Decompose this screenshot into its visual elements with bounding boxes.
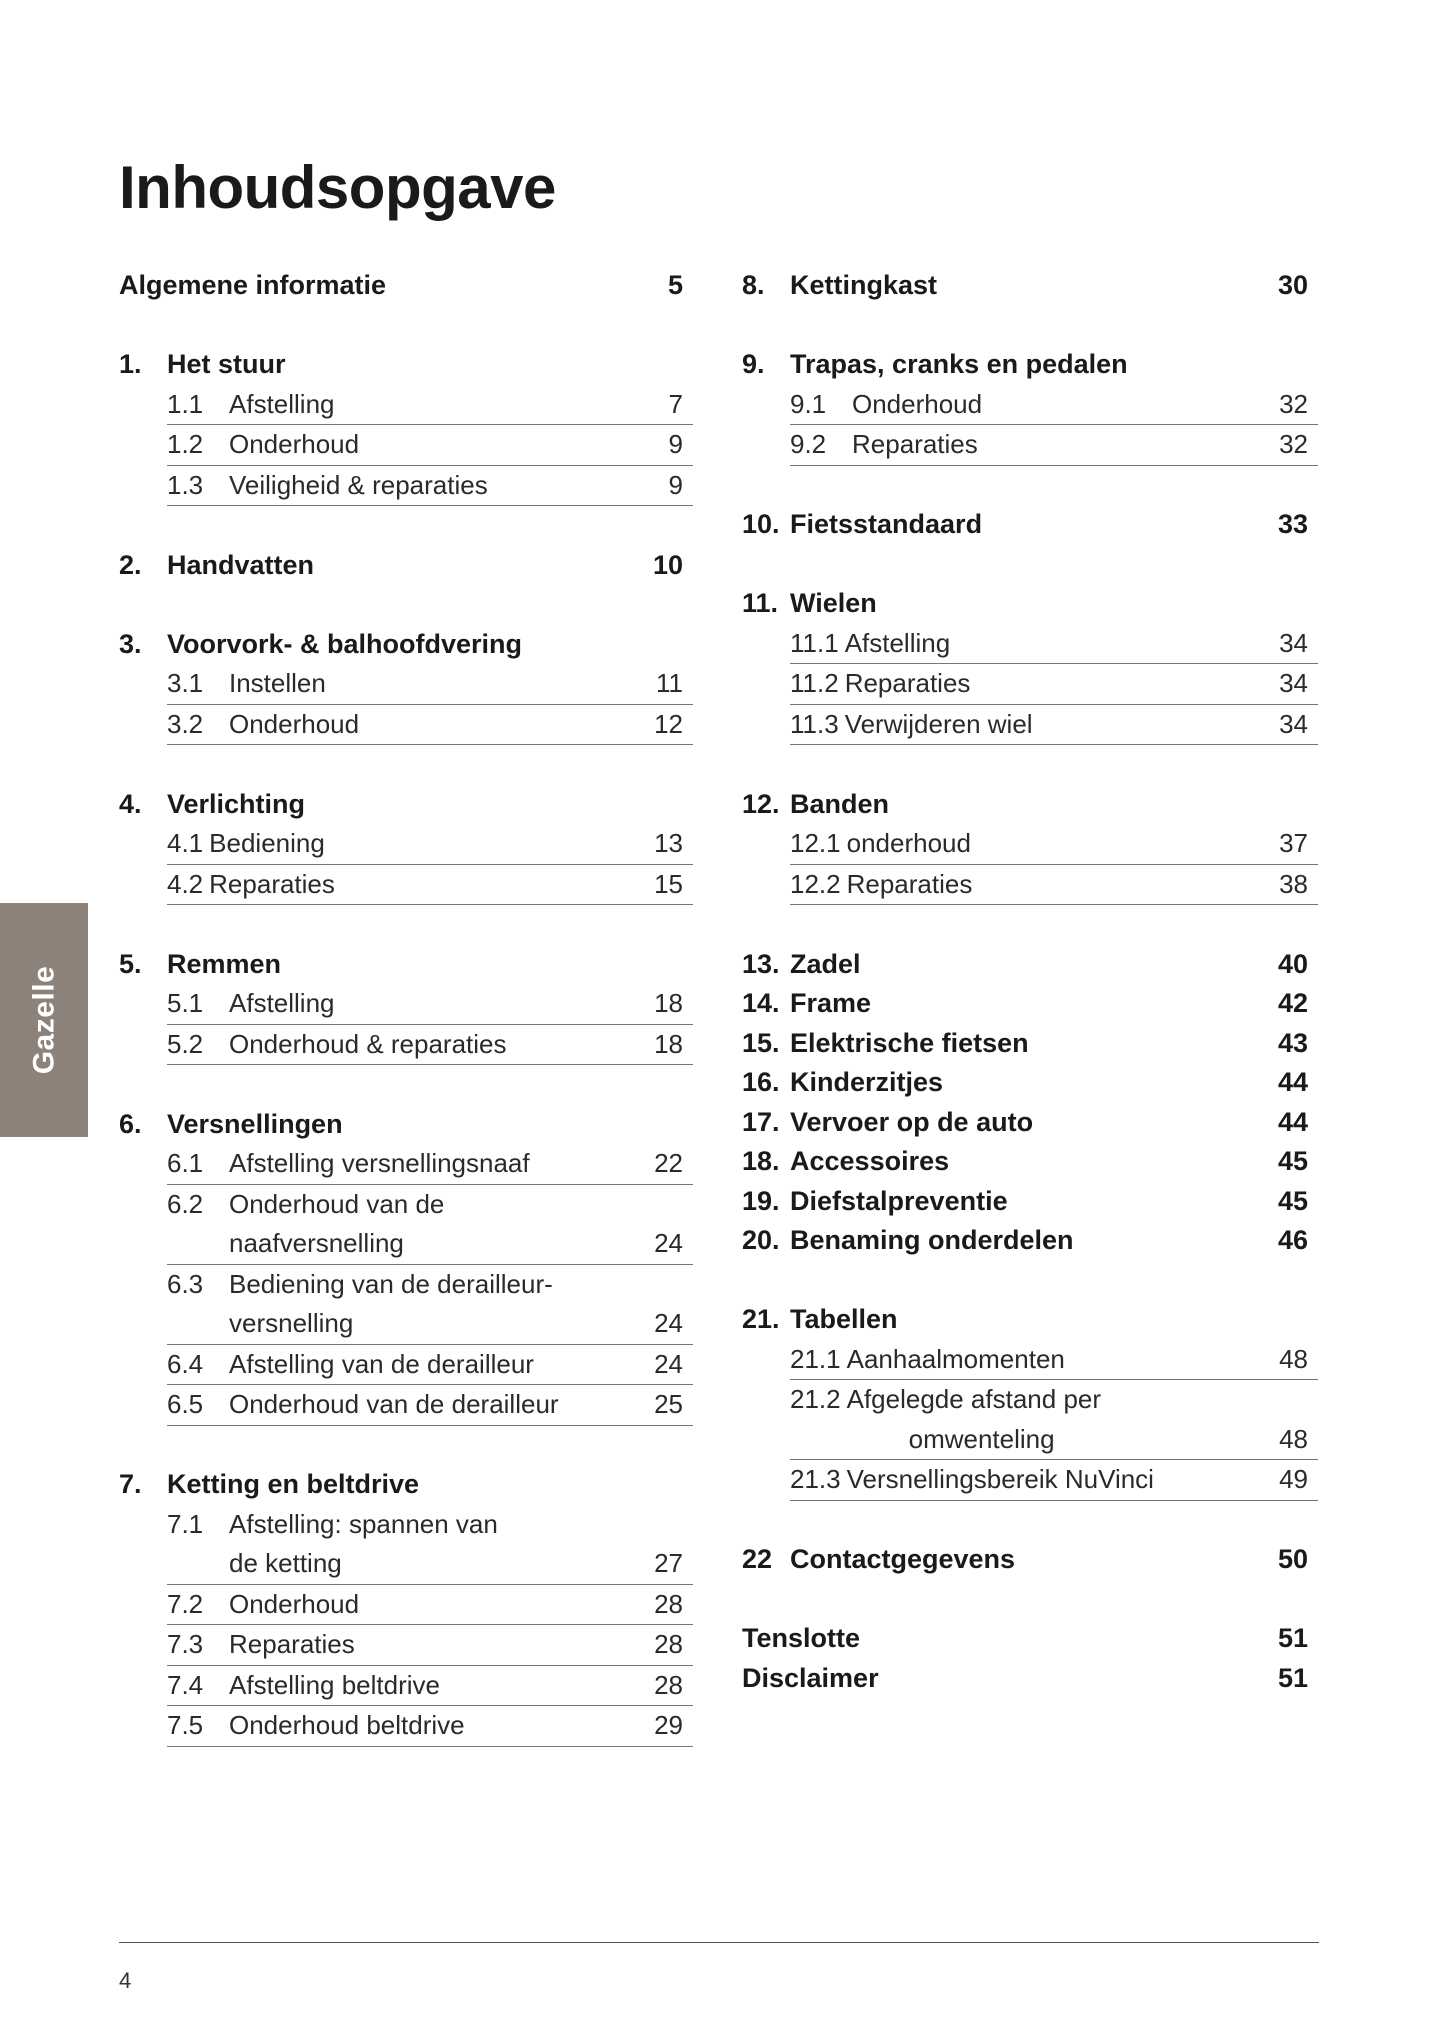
item-number: 4.1 xyxy=(167,828,204,858)
section-title: Diefstalpreventie xyxy=(790,1185,1008,1216)
section-title: Ketting en beltdrive xyxy=(167,1469,420,1499)
section-title: Het stuur xyxy=(167,349,286,379)
item-page: 25 xyxy=(654,1389,683,1419)
item-number: 6.5 xyxy=(167,1389,204,1419)
section-title: Remmen xyxy=(167,948,282,979)
item-title: Aanhaalmomenten xyxy=(846,1343,1065,1374)
section-title: Elektrische fietsen xyxy=(790,1027,1029,1058)
entry-page: 51 xyxy=(1277,1623,1308,1653)
toc-item-12-2[interactable] xyxy=(790,865,1318,906)
section-page: 50 xyxy=(1277,1544,1308,1574)
item-number: 11.3 xyxy=(790,708,839,739)
item-page: 32 xyxy=(1279,388,1308,419)
toc-item-7-2[interactable] xyxy=(167,1585,693,1626)
item-title: Onderhoud & reparaties xyxy=(229,1028,507,1059)
toc-section-15[interactable] xyxy=(742,1024,1318,1064)
item-page: 22 xyxy=(654,1148,683,1178)
item-title-line2: omwenteling xyxy=(908,1423,1055,1454)
section-number: 14. xyxy=(742,988,780,1018)
item-title-line2: de ketting xyxy=(229,1548,342,1578)
item-number: 1.2 xyxy=(167,429,204,459)
section-title: Kinderzitjes xyxy=(790,1067,944,1097)
item-page: 34 xyxy=(1279,668,1308,698)
page-title: Inhoudsopgave xyxy=(119,154,556,221)
toc-item-6-2[interactable] xyxy=(167,1185,693,1265)
toc-section-12[interactable] xyxy=(742,785,1318,825)
toc-section-20[interactable] xyxy=(742,1221,1318,1261)
page-number: 4 xyxy=(119,1968,132,1993)
section-page: 44 xyxy=(1277,1067,1308,1097)
item-number: 3.2 xyxy=(167,708,204,739)
toc-item-5-1[interactable] xyxy=(167,984,693,1025)
item-title: Veiligheid & reparaties xyxy=(229,469,488,500)
toc-item-9-1[interactable] xyxy=(790,385,1318,426)
section-page: 30 xyxy=(1277,270,1308,300)
item-number: 11.1 xyxy=(790,627,839,658)
item-number: 7.4 xyxy=(167,1669,204,1700)
item-title: Afstelling versnellingsnaaf xyxy=(229,1148,530,1178)
toc-section-7[interactable] xyxy=(119,1465,693,1505)
item-title: Afstelling xyxy=(229,988,335,1018)
entry-title: Disclaimer xyxy=(742,1662,879,1693)
item-number: 6.4 xyxy=(167,1348,204,1379)
item-title: Afstelling xyxy=(844,627,951,658)
item-title xyxy=(229,1185,623,1264)
section-title: Benaming onderdelen xyxy=(790,1225,1074,1255)
section-number: 15. xyxy=(742,1027,780,1058)
toc-left-column xyxy=(119,266,693,1747)
toc-right-column xyxy=(742,266,1318,1698)
item-page: 37 xyxy=(1279,828,1308,858)
toc-entry-general[interactable] xyxy=(119,266,693,306)
item-number: 7.2 xyxy=(167,1588,204,1619)
section-title: Kettingkast xyxy=(790,270,938,300)
item-title: Bediening xyxy=(209,828,325,858)
item-title: Instellen xyxy=(229,668,326,698)
item-page: 24 xyxy=(654,1228,683,1258)
item-title: Verwijderen wiel xyxy=(844,708,1033,739)
item-number: 21.2 xyxy=(790,1384,841,1414)
section-title: Contactgegevens xyxy=(790,1544,1016,1574)
section-page: 33 xyxy=(1277,509,1308,539)
item-page: 38 xyxy=(1279,868,1308,899)
section-page: 45 xyxy=(1277,1146,1308,1176)
item-title: Reparaties xyxy=(209,868,335,899)
section-number: 16. xyxy=(742,1067,780,1097)
item-title-line1: Afgelegde afstand per xyxy=(846,1384,1102,1414)
toc-item-9-2[interactable] xyxy=(790,425,1318,466)
item-title-line2: naafversnelling xyxy=(229,1228,404,1258)
section-number: 9. xyxy=(742,349,765,379)
item-page: 11 xyxy=(656,668,683,698)
section-page: 42 xyxy=(1277,988,1308,1018)
item-number: 21.3 xyxy=(790,1464,841,1494)
toc-item-21-2[interactable] xyxy=(790,1380,1318,1460)
toc-item-7-1[interactable] xyxy=(167,1505,693,1585)
section-number: 10. xyxy=(742,509,780,539)
toc-entry-tenslotte[interactable] xyxy=(742,1619,1318,1659)
item-title: Afstelling beltdrive xyxy=(229,1669,440,1700)
section-number: 22 xyxy=(742,1544,773,1574)
toc-item-6-3[interactable] xyxy=(167,1265,693,1345)
item-number: 5.1 xyxy=(167,988,204,1018)
item-title xyxy=(229,1265,623,1344)
toc-entry-page: 5 xyxy=(667,270,683,300)
toc-item-11-3[interactable] xyxy=(790,705,1318,746)
toc-item-3-1[interactable] xyxy=(167,664,693,705)
section-number: 19. xyxy=(742,1185,780,1216)
toc-section-6[interactable] xyxy=(119,1105,693,1145)
item-number: 7.1 xyxy=(167,1508,204,1539)
item-number: 1.3 xyxy=(167,469,204,500)
brand-label: Gazelle xyxy=(27,965,60,1075)
section-number: 13. xyxy=(742,948,780,979)
section-title: Frame xyxy=(790,988,872,1018)
toc-section-22[interactable] xyxy=(742,1540,1318,1580)
section-title: Vervoer op de auto xyxy=(790,1106,1034,1137)
item-number: 9.1 xyxy=(790,388,827,419)
entry-page: 51 xyxy=(1277,1662,1308,1693)
toc-section-1[interactable] xyxy=(119,345,693,385)
item-title-line1: Onderhoud van de xyxy=(229,1188,445,1219)
section-title: Accessoires xyxy=(790,1146,950,1176)
item-number: 3.1 xyxy=(167,668,204,698)
toc-item-7-5[interactable] xyxy=(167,1706,693,1747)
item-page: 34 xyxy=(1279,708,1308,739)
item-page: 24 xyxy=(654,1308,683,1338)
toc-section-21[interactable] xyxy=(742,1300,1318,1340)
item-page: 24 xyxy=(654,1348,683,1379)
item-page: 28 xyxy=(654,1629,683,1659)
item-page: 12 xyxy=(654,708,683,739)
section-page: 45 xyxy=(1277,1185,1308,1216)
brand-side-tab xyxy=(0,903,88,1137)
section-title: Voorvork- & balhoofdvering xyxy=(167,628,523,659)
item-title xyxy=(229,1505,623,1584)
item-page: 49 xyxy=(1279,1464,1308,1494)
section-number: 3. xyxy=(119,628,142,659)
toc-item-4-1[interactable] xyxy=(167,824,693,865)
item-page: 9 xyxy=(668,429,683,459)
item-title-line1: Bediening van de derailleur- xyxy=(229,1268,553,1299)
item-page: 29 xyxy=(654,1710,683,1740)
item-title: Reparaties xyxy=(844,668,971,698)
toc-section-4[interactable] xyxy=(119,785,693,825)
item-page: 15 xyxy=(654,868,683,899)
section-number: 17. xyxy=(742,1106,780,1137)
section-title: Versnellingen xyxy=(167,1108,343,1139)
section-page: 46 xyxy=(1277,1225,1308,1255)
section-title: Zadel xyxy=(790,948,861,979)
toc-item-7-4[interactable] xyxy=(167,1666,693,1707)
toc-item-6-5[interactable] xyxy=(167,1385,693,1426)
item-number: 21.1 xyxy=(790,1343,841,1374)
section-title: Handvatten xyxy=(167,549,315,580)
item-title: Afstelling van de derailleur xyxy=(229,1348,534,1379)
section-number: 1. xyxy=(119,349,142,379)
toc-section-14[interactable] xyxy=(742,984,1318,1024)
footer-divider xyxy=(119,1942,1319,1943)
item-number: 1.1 xyxy=(167,388,204,419)
toc-item-1-2[interactable] xyxy=(167,425,693,466)
toc-item-21-1[interactable] xyxy=(790,1340,1318,1381)
toc-section-2[interactable] xyxy=(119,546,693,586)
toc-item-3-2[interactable] xyxy=(167,705,693,746)
section-page: 10 xyxy=(652,549,683,580)
item-number: 4.2 xyxy=(167,868,204,899)
item-page: 48 xyxy=(1279,1423,1308,1454)
toc-section-16[interactable] xyxy=(742,1063,1318,1103)
section-number: 12. xyxy=(742,788,780,819)
section-number: 20. xyxy=(742,1225,780,1255)
toc-section-19[interactable] xyxy=(742,1182,1318,1222)
section-number: 5. xyxy=(119,948,142,979)
section-title: Banden xyxy=(790,788,890,819)
item-title: Onderhoud xyxy=(229,429,360,459)
item-page: 32 xyxy=(1279,429,1308,459)
toc-entry-disclaimer[interactable] xyxy=(742,1659,1318,1699)
item-number: 6.2 xyxy=(167,1188,204,1219)
section-title: Fietsstandaard xyxy=(790,509,983,539)
section-number: 11. xyxy=(742,588,779,618)
item-number: 12.1 xyxy=(790,828,841,858)
toc-section-10[interactable] xyxy=(742,505,1318,545)
item-page: 27 xyxy=(654,1548,683,1578)
item-page: 48 xyxy=(1279,1343,1308,1374)
toc-section-5[interactable] xyxy=(119,945,693,985)
item-number: 6.1 xyxy=(167,1148,204,1178)
item-title: Onderhoud xyxy=(229,708,360,739)
toc-section-8[interactable] xyxy=(742,266,1318,306)
section-title: Trapas, cranks en pedalen xyxy=(790,349,1128,379)
toc-entry-title: Algemene informatie xyxy=(119,270,387,300)
section-number: 4. xyxy=(119,788,142,819)
toc-item-11-1[interactable] xyxy=(790,624,1318,665)
section-number: 2. xyxy=(119,549,142,580)
item-page: 7 xyxy=(668,388,683,419)
item-number: 9.2 xyxy=(790,429,827,459)
toc-section-9[interactable] xyxy=(742,345,1318,385)
item-page: 9 xyxy=(668,469,683,500)
item-page: 18 xyxy=(654,988,683,1018)
toc-item-4-2[interactable] xyxy=(167,865,693,906)
item-page: 28 xyxy=(654,1588,683,1619)
section-number: 8. xyxy=(742,270,765,300)
item-number: 7.3 xyxy=(167,1629,204,1659)
item-page: 18 xyxy=(654,1028,683,1059)
toc-section-13[interactable] xyxy=(742,945,1318,985)
item-title: Reparaties xyxy=(229,1629,355,1659)
section-title: Wielen xyxy=(790,588,877,618)
item-title: Versnellingsbereik NuVinci xyxy=(846,1464,1154,1494)
toc-item-1-3[interactable] xyxy=(167,466,693,507)
section-page: 43 xyxy=(1277,1027,1308,1058)
item-title-line1: Afstelling: spannen van xyxy=(229,1508,498,1539)
item-page: 13 xyxy=(654,828,683,858)
toc-item-5-2[interactable] xyxy=(167,1025,693,1066)
item-title: onderhoud xyxy=(846,828,971,858)
section-title: Tabellen xyxy=(790,1304,898,1334)
section-number: 18. xyxy=(742,1146,780,1176)
item-number: 7.5 xyxy=(167,1710,204,1740)
section-page: 44 xyxy=(1277,1106,1308,1137)
section-page: 40 xyxy=(1277,948,1308,979)
toc-item-11-2[interactable] xyxy=(790,664,1318,705)
section-number: 7. xyxy=(119,1469,142,1499)
item-title-line2: versnelling xyxy=(229,1308,354,1338)
toc-section-3[interactable] xyxy=(119,625,693,665)
toc-section-18[interactable] xyxy=(742,1142,1318,1182)
item-title: Afstelling xyxy=(229,388,335,419)
toc-item-7-3[interactable] xyxy=(167,1625,693,1666)
item-number: 12.2 xyxy=(790,868,841,899)
toc-section-17[interactable] xyxy=(742,1103,1318,1143)
entry-title: Tenslotte xyxy=(742,1623,861,1653)
item-title: Onderhoud xyxy=(229,1588,360,1619)
item-title: Reparaties xyxy=(852,429,978,459)
toc-item-1-1[interactable] xyxy=(167,385,693,426)
item-page: 28 xyxy=(654,1669,683,1700)
toc-item-21-3[interactable] xyxy=(790,1460,1318,1501)
section-number: 6. xyxy=(119,1108,142,1139)
item-title xyxy=(847,1380,1248,1459)
item-page: 34 xyxy=(1279,627,1308,658)
item-number: 5.2 xyxy=(167,1028,204,1059)
toc-section-11[interactable] xyxy=(742,584,1318,624)
toc-item-12-1[interactable] xyxy=(790,824,1318,865)
toc-item-6-1[interactable] xyxy=(167,1144,693,1185)
toc-item-6-4[interactable] xyxy=(167,1345,693,1386)
item-title: Onderhoud beltdrive xyxy=(229,1710,465,1740)
section-title: Verlichting xyxy=(167,788,306,819)
item-title: Reparaties xyxy=(846,868,973,899)
section-number: 21. xyxy=(742,1304,780,1334)
item-number: 6.3 xyxy=(167,1268,204,1299)
item-title: Onderhoud van de derailleur xyxy=(229,1389,559,1419)
item-title: Onderhoud xyxy=(852,388,983,419)
item-number: 11.2 xyxy=(790,668,839,698)
